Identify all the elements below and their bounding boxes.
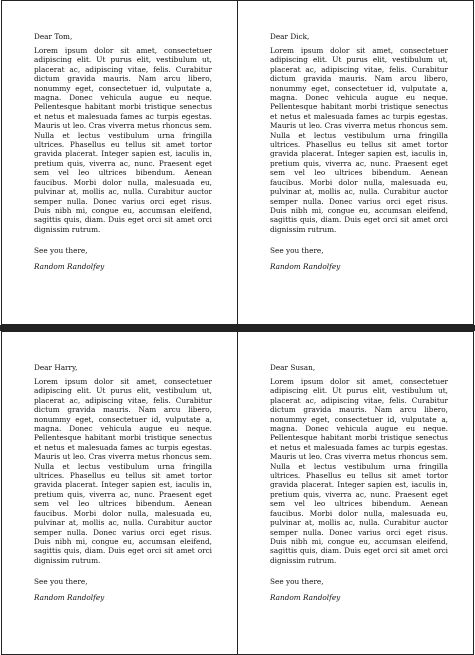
signature: Random Randolfey	[270, 262, 341, 272]
letter-content	[270, 32, 448, 271]
letter-harry	[1, 331, 238, 655]
letter-body: Lorem ipsum dolor sit amet, consectetuer adipiscing elit. Ut purus elit, vestibulum ut, placerat ac, adipiscing vitae, felis. Curabitur dictum gravida mauris. Nam arcu libero, nonummy eget, consectetuer id, vulputate a, magna. Donec vehicula augue eu neque. Pellentesque habitant morbi tristique senectus et netus et malesuada fames ac turpis egestas. Mauris ut leo. Cras viverra metus rhoncus sem. Nulla et lectus vestibulum urna fringilla ultrices. Phasellus eu tellus sit amet tortor gravida placerat. Integer sapien est, iaculis in, pretium quis, viverra ac, nunc. Praesent eget sem vel leo ultrices bibendum. Aenean faucibus. Morbi dolor nulla, malesuada eu, pulvinar at, mollis ac, nulla. Curabitur auctor semper nulla. Donec varius orci eget risus. Duis nibh mi, congue eu, accumsan eleifend, sagittis quis, diam. Duis eget orci sit amet orci dignissim rutrum.	[34, 377, 212, 565]
letter-content	[34, 32, 212, 271]
letter-content	[34, 363, 212, 602]
closing: See you there,	[34, 577, 88, 587]
letter-dick	[237, 0, 474, 325]
closing: See you there,	[34, 246, 88, 256]
letter-content	[270, 363, 448, 602]
signature: Random Randolfey	[34, 262, 105, 272]
salutation: Dear Tom,	[34, 32, 73, 41]
salutation: Dear Susan,	[270, 363, 316, 372]
letter-susan	[237, 331, 474, 655]
salutation: Dear Harry,	[34, 363, 78, 372]
signature: Random Randolfey	[270, 593, 341, 603]
letter-tom	[1, 0, 238, 325]
signature: Random Randolfey	[34, 593, 105, 603]
letter-body: Lorem ipsum dolor sit amet, consectetuer adipiscing elit. Ut purus elit, vestibulum ut, placerat ac, adipiscing vitae, felis. Curabitur dictum gravida mauris. Nam arcu libero, nonummy eget, consectetuer id, vulputate a, magna. Donec vehicula augue eu neque. Pellentesque habitant morbi tristique senectus et netus et malesuada fames ac turpis egestas. Mauris ut leo. Cras viverra metus rhoncus sem. Nulla et lectus vestibulum urna fringilla ultrices. Phasellus eu tellus sit amet tortor gravida placerat. Integer sapien est, iaculis in, pretium quis, viverra ac, nunc. Praesent eget sem vel leo ultrices bibendum. Aenean faucibus. Morbi dolor nulla, malesuada eu, pulvinar at, mollis ac, nulla. Curabitur auctor semper nulla. Donec varius orci eget risus. Duis nibh mi, congue eu, accumsan eleifend, sagittis quis, diam. Duis eget orci sit amet orci dignissim rutrum.	[270, 46, 448, 234]
letter-body: Lorem ipsum dolor sit amet, consectetuer adipiscing elit. Ut purus elit, vestibulum ut, placerat ac, adipiscing vitae, felis. Curabitur dictum gravida mauris. Nam arcu libero, nonummy eget, consectetuer id, vulputate a, magna. Donec vehicula augue eu neque. Pellentesque habitant morbi tristique senectus et netus et malesuada fames ac turpis egestas. Mauris ut leo. Cras viverra metus rhoncus sem. Nulla et lectus vestibulum urna fringilla ultrices. Phasellus eu tellus sit amet tortor gravida placerat. Integer sapien est, iaculis in, pretium quis, viverra ac, nunc. Praesent eget sem vel leo ultrices bibendum. Aenean faucibus. Morbi dolor nulla, malesuada eu, pulvinar at, mollis ac, nulla. Curabitur auctor semper nulla. Donec varius orci eget risus. Duis nibh mi, congue eu, accumsan eleifend, sagittis quis, diam. Duis eget orci sit amet orci dignissim rutrum.	[34, 46, 212, 234]
closing: See you there,	[270, 246, 324, 256]
closing: See you there,	[270, 577, 324, 587]
salutation: Dear Dick,	[270, 32, 310, 41]
letter-body: Lorem ipsum dolor sit amet, consectetuer adipiscing elit. Ut purus elit, vestibulum ut, placerat ac, adipiscing vitae, felis. Curabitur dictum gravida mauris. Nam arcu libero, nonummy eget, consectetuer id, vulputate a, magna. Donec vehicula augue eu neque. Pellentesque habitant morbi tristique senectus et netus et malesuada fames ac turpis egestas. Mauris ut leo. Cras viverra metus rhoncus sem. Nulla et lectus vestibulum urna fringilla ultrices. Phasellus eu tellus sit amet tortor gravida placerat. Integer sapien est, iaculis in, pretium quis, viverra ac, nunc. Praesent eget sem vel leo ultrices bibendum. Aenean faucibus. Morbi dolor nulla, malesuada eu, pulvinar at, mollis ac, nulla. Curabitur auctor semper nulla. Donec varius orci eget risus. Duis nibh mi, congue eu, accumsan eleifend, sagittis quis, diam. Duis eget orci sit amet orci dignissim rutrum.	[270, 377, 448, 565]
